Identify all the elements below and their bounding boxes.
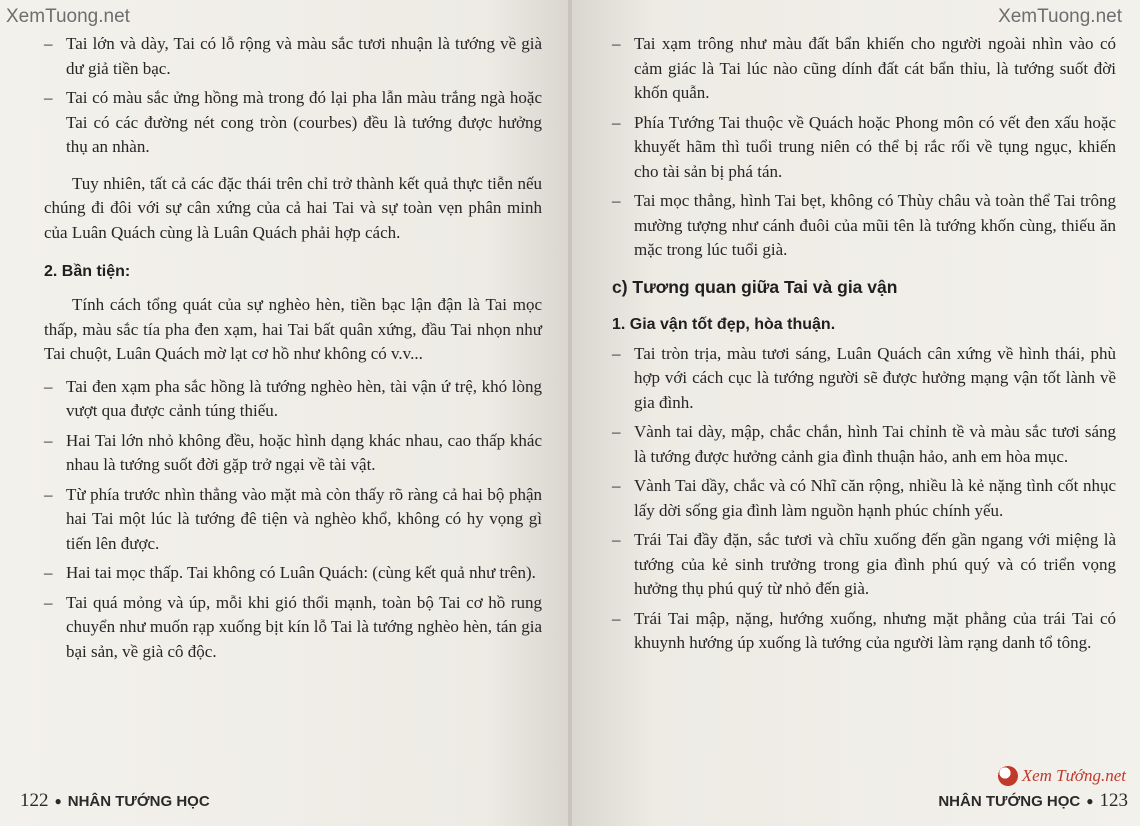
list-item: – Tai đen xạm pha sắc hồng là tướng nghèo hèn, tài vận ứ trệ, khó lòng vượt qua được cảnh túng thiếu.	[44, 376, 542, 420]
section-heading: 2. Bần tiện:	[44, 263, 131, 280]
site-logo	[998, 766, 1126, 786]
logo-text: Xem Tướng.net	[1021, 766, 1126, 785]
page-number: 122	[20, 790, 49, 811]
subsection-heading: 1. Gia vận tốt đẹp, hòa thuận.	[612, 315, 836, 333]
dash-bullet: –	[612, 112, 621, 132]
running-title: NHÂN TƯỚNG HỌC	[938, 792, 1081, 810]
right-page	[570, 0, 1140, 826]
watermark-left: XemTuong.net	[6, 6, 130, 27]
list-item: – Vành tai dày, mập, chắc chắn, hình Tai chỉnh tề và màu sắc tươi sáng là tướng được hưởng cảnh gia đình thuận hảo, anh em hòa mục.	[612, 422, 1116, 466]
book-gutter	[568, 0, 572, 826]
list-item: – Tai có màu sắc ửng hồng mà trong đó lại pha lẫn màu trắng ngà hoặc Tai có các đường nét cong tròn (courbes) đều là tướng được hưởng thụ an nhàn.	[44, 88, 542, 156]
dash-bullet: –	[44, 592, 53, 612]
footer-bullet-icon: ●	[1086, 794, 1094, 808]
dash-bullet: –	[44, 563, 53, 582]
dash-bullet: –	[44, 34, 53, 53]
list-item: – Vành Tai dầy, chắc và có Nhĩ căn rộng, nhiều là kẻ nặng tình cốt nhục lấy dời sống gia đình làm nguồn hạnh phúc chính yếu.	[612, 476, 1116, 520]
dash-bullet: –	[612, 608, 621, 628]
watermark-right: XemTuong.net	[998, 6, 1122, 27]
list-item: – Tai quá mỏng và úp, mỗi khi gió thổi mạnh, toàn bộ Tai cơ hồ rung chuyển như muốn rạp xuống bịt kín lỗ Tai là tướng nghèo hèn, tán gia bại sản, về già cô độc.	[44, 592, 542, 661]
dash-bullet: –	[44, 88, 53, 107]
list-item: – Từ phía trước nhìn thẳng vào mặt mà còn thấy rõ ràng cả hai bộ phận hai Tai một lúc là tướng đê tiện và nghèo khổ, không có hy vọng gì tiến lên được.	[44, 484, 542, 553]
section-heading: c) Tương quan giữa Tai và gia vận	[612, 276, 898, 297]
running-title: NHÂN TƯỚNG HỌC	[67, 792, 210, 810]
list-item: – Hai Tai lớn nhỏ không đều, hoặc hình dạng khác nhau, cao thấp khác nhau là tướng suốt đời gặp trở ngại về tài vật.	[44, 430, 542, 474]
list-item: – Tai lớn và dày, Tai có lỗ rộng và màu sắc tươi nhuận là tướng về già dư giả tiền bạc.	[44, 34, 542, 78]
dash-bullet: –	[612, 191, 621, 210]
dash-bullet: –	[44, 430, 53, 450]
dash-bullet: –	[612, 34, 621, 53]
dash-bullet: –	[612, 343, 621, 363]
dash-bullet: –	[44, 376, 53, 396]
yin-yang-icon	[998, 766, 1018, 786]
page-footer-left	[20, 790, 210, 812]
dash-bullet: –	[612, 530, 621, 549]
list-item: – Tai mọc thẳng, hình Tai bẹt, không có Thùy châu và toàn thể Tai trông mường tượng như cánh đuôi của mũi tên là tướng khốn cùng, thiếu ăn mặc trong lúc tuổi già.	[612, 191, 1116, 259]
paragraph: Tuy nhiên, tất cả các đặc thái trên chỉ trở thành kết quả thực tiễn nếu chúng đi đôi với sự cân xứng của cả hai Tai và sự toàn vẹn phân minh của Luân Quách cùng là Luân Quách phải hợp cách.	[44, 173, 542, 242]
list-item: – Trái Tai mập, nặng, hướng xuống, nhưng mặt phẳng của trái Tai có khuynh hướng úp xuống là tướng của người làm rạng danh tổ tông.	[612, 608, 1116, 652]
list-item: – Trái Tai đầy đặn, sắc tươi và chĩu xuống đến gần ngang với miệng là tướng của kẻ sinh trưởng trong gia đình phú quý và có triển vọng hưởng thụ phú quý từ nhỏ đến già.	[612, 530, 1116, 598]
page-footer-right	[938, 790, 1128, 812]
footer-bullet-icon: ●	[54, 794, 62, 808]
dash-bullet: –	[612, 476, 621, 495]
list-item: – Tai xạm trông như màu đất bẩn khiến cho người ngoài nhìn vào có cảm giác là Tai lúc nào cũng dính đất cát bẩn thỉu, là tướng suốt đời khốn quẫn.	[612, 34, 1116, 102]
list-item: – Hai tai mọc thấp. Tai không có Luân Quách: (cùng kết quả như trên).	[44, 561, 542, 586]
dash-bullet: –	[612, 422, 621, 441]
list-item: – Tai tròn trịa, màu tươi sáng, Luân Quách cân xứng về hình thái, phù hợp với cách cục là tướng người sẽ được hưởng mạng vận tốt lành về gia đình.	[612, 343, 1116, 412]
paragraph: Tính cách tổng quát của sự nghèo hèn, tiền bạc lận đận là Tai mọc thấp, màu sắc tía pha đen xạm, hai Tai bất quân xứng, đầu Tai nhọn như Tai chuột, Luân Quách mờ lạt cơ hồ như không có v.v...	[44, 295, 542, 363]
dash-bullet: –	[44, 484, 53, 504]
list-item: – Phía Tướng Tai thuộc về Quách hoặc Phong môn có vết đen xấu hoặc khuyết hãm thì tuổi trung niên có thể bị rắc rối về tụng ngục, khiến cho tài sản bị phá tán.	[612, 112, 1116, 181]
page-number: 123	[1099, 790, 1128, 811]
